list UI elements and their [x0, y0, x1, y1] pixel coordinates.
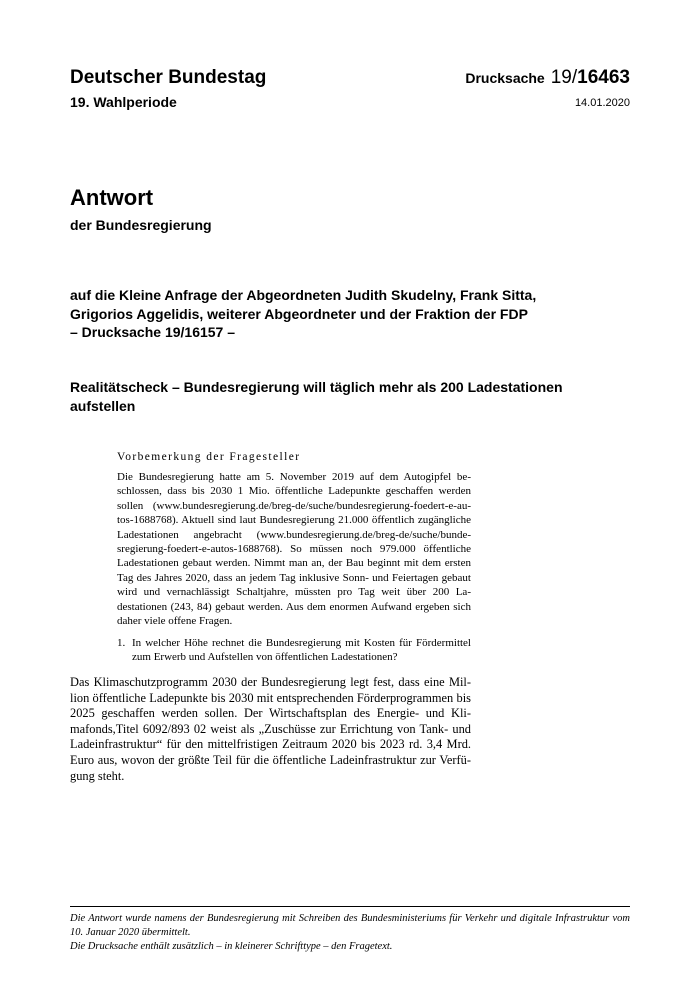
header-right	[465, 66, 630, 109]
organization-title: Deutscher Bundestag	[70, 67, 267, 88]
question-number: 1.	[117, 637, 126, 649]
answer-text: Das Klimaschutzprogramm 2030 der Bundesregierung legt fest, dass eine Million öffentliche Ladepunkte bis 2030 mit entsprechenden Förderprogrammen bis 2025 geschaffen werden sollen. Der Wirtschaftsplan des Energie- und Klimafonds,Titel 6092/893 02 weist als „Zuschüsse zur Errichtung von Tank- und Ladeinfrastruktur“ für den mittelfristigen Zeitraum 2020 bis 2023 rd. 3,4 Mrd. Euro aus, wovon der größte Teil für die öffentliche Ladeinfrastruktur zur Verfügung steht.	[70, 675, 471, 783]
footnote-divider	[70, 906, 630, 907]
drucksache-number-suffix: 16463	[577, 67, 630, 88]
footnote	[70, 912, 630, 954]
inquiry-line: – Drucksache 19/16157 –	[70, 324, 236, 340]
footnote-line: Die Antwort wurde namens der Bundesregierung mit Schreiben des Bundesministeriums für Verkehr und digitale Infrastruktur vom 10. Januar 2020 übermittelt.	[70, 913, 630, 938]
drucksache-label: Drucksache	[465, 70, 545, 86]
inquiry-line: auf die Kleine Anfrage der Abgeordneten Judith Skudelny, Frank Sitta,	[70, 287, 537, 303]
subject-line: Realitätscheck – Bundesregierung will täglich mehr als 200 Ladestationen	[70, 379, 563, 395]
subject-line: aufstellen	[70, 397, 136, 414]
question-item	[117, 636, 471, 665]
footnote-line: Die Drucksache enthält zusätzlich – in kleinerer Schrifttype – den Fragetext.	[70, 941, 393, 952]
drucksache-line	[465, 66, 630, 90]
preliminary-remark	[117, 451, 471, 628]
preliminary-remark-heading: Vorbemerkung der Fragesteller	[117, 451, 301, 463]
header-left	[70, 66, 266, 110]
inquiry-line: Grigorios Aggelidis, weiterer Abgeordneter und der Fraktion der FDP	[70, 305, 528, 322]
inquiry-reference	[70, 286, 630, 342]
document-date: 14.01.2020	[574, 97, 630, 109]
drucksache-number-prefix: 19/	[550, 67, 578, 88]
preliminary-remark-text: Die Bundesregierung hatte am 5. November 2019 auf dem Autogipfel beschlossen, dass bis 2030 1 Mio. öffentliche Ladepunkte geschaffen werden sollen (www.bundesregierung.de/breg-de/suche/bundesregierung-foedert-e-autos-1688768). Aktuell sind laut Bundesregierung 21.000 öffentlich zugängliche Ladestationen angebracht (www.bundesregierung.de/breg-de/suche/bundesregierung-foedert-e-autos-1688768). So müssen noch 979.000 öffentliche Ladestationen gebaut werden. Nimmt man an, der Bau beginnt mit dem ersten Tag des Jahres 2020, dass an jedem Tag inklusive Sonn- und Feiertagen gebaut wird und vernachlässigt Schaltjahre, müssten pro Tag weit über 200 Ladestationen (243, 84) gebaut werden. Aus dem enormen Aufwand ergeben sich daher viele offene Fragen.	[117, 471, 471, 628]
document-issuer: der Bundesregierung	[70, 217, 212, 233]
question-text: In welcher Höhe rechnet die Bundesregierung mit Kosten für Fördermittel zum Erwerb und Aufstellen von öffentlichen Ladestationen?	[132, 637, 471, 664]
electoral-period: 19. Wahlperiode	[70, 94, 177, 110]
subject-heading	[70, 378, 630, 415]
document-type-heading: Antwort	[70, 185, 154, 210]
